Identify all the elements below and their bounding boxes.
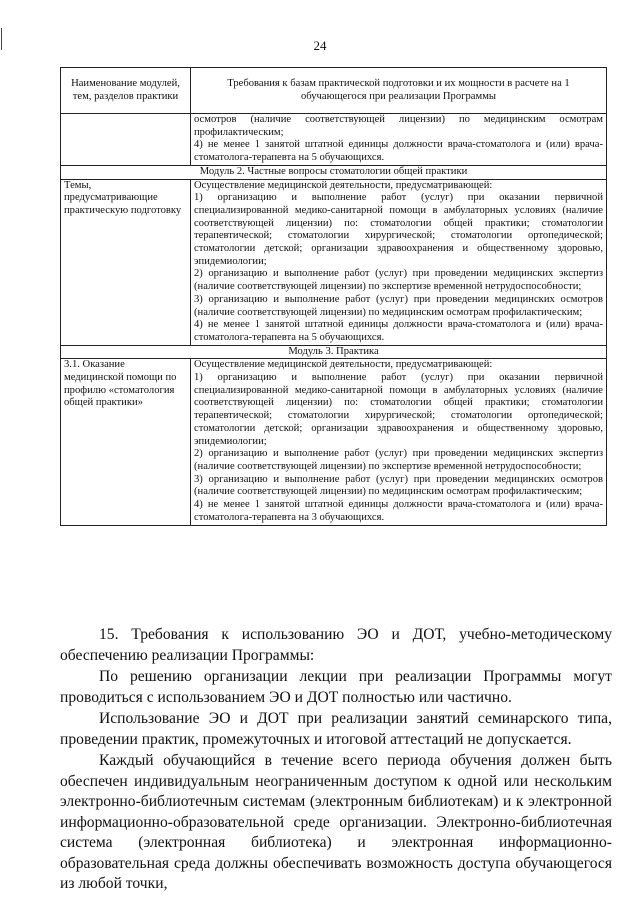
cell-text-line: 1) организацию и выполнение работ (услуг) при оказании первичной специализированной медико-санитарной помощи в амбулаторных условиях (наличие соответствующей лицензии) по: стоматологии общей практики; стоматологии терапевтической; стоматологии хирургической; стоматологии ортопедической; стоматологии детской; организации здравоохранения и общественному здоровью, эпидемиологии; — [194, 372, 603, 447]
module-2-title-row — [61, 165, 607, 179]
cell-text-line: осмотров (наличие соответствующей лицензии) по медицинским осмотрам профилактическим; — [194, 114, 603, 138]
column-header-module-name: Наименование модулей, тем, разделов практики — [61, 68, 191, 114]
cell-text-line: 3) организацию и выполнение работ (услуг) при проведении медицинских осмотров (наличие соответствующей лицензии) по медицинским осмотрам профилактическим; — [194, 293, 603, 318]
page-number: 24 — [313, 38, 327, 53]
paragraph-section-15-title: 15. Требования к использованию ЭО и ДОТ, учебно-методическому обеспечению реализации Программы: — [60, 626, 612, 664]
continuation-name-cell — [61, 114, 191, 166]
cell-text-line: Осуществление медицинской деятельности, предусматривающей: — [194, 359, 493, 371]
module-3-requirements-text — [194, 359, 603, 524]
cell-text-line: Осуществление медицинской деятельности, предусматривающей: — [194, 179, 493, 191]
cell-text-line: 2) организацию и выполнение работ (услуг) при проведении медицинских экспертиз (наличие соответствующей лицензии) по экспертизе временной нетрудоспособности; — [194, 448, 603, 472]
cell-text-line: 4) не менее 1 занятой штатной единицы должности врача-стоматолога и (или) врача-стоматолога-терапевта на 3 обучающихся. — [194, 499, 603, 523]
module-2-name-cell: Темы, предусматривающие практическую подготовку — [61, 179, 191, 345]
practice-base-requirements-table — [60, 67, 607, 526]
cell-text-line: 4) не менее 1 занятой штатной единицы должности врача-стоматолога и (или) врача-стоматолога-терапевта на 5 обучающихся. — [194, 139, 603, 164]
module-3-requirements-cell — [191, 359, 607, 525]
cell-text-line: 3) организацию и выполнение работ (услуг) при проведении медицинских осмотров (наличие соответствующей лицензии) по медицинским осмотрам профилактическим; — [194, 473, 603, 498]
continuation-requirements-cell — [191, 114, 607, 166]
module-3-title-row — [61, 345, 607, 359]
paragraph-seminars-restriction: Использование ЭО и ДОТ при реализации занятий семинарского типа, проведении практик, промежуточных и итоговой аттестаций не допускается. — [60, 710, 612, 748]
cell-text-line: 1) организацию и выполнение работ (услуг) при оказании первичной специализированной медико-санитарной помощи в амбулаторных условиях (наличие соответствующей лицензии) по: стоматологии общей практики; стоматологии терапевтической; стоматологии хирургической; стоматологии ортопедической; стоматологии детской; организации здравоохранения и общественному здоровью, эпидемиологии; — [194, 192, 603, 267]
module-3-name-cell: 3.1. Оказание медицинской помощи по профилю «стоматология общей практики» — [61, 359, 191, 525]
module-2-title: Модуль 2. Частные вопросы стоматологии общей практики — [61, 165, 607, 179]
module-3-title: Модуль 3. Практика — [61, 345, 607, 359]
paragraph-lectures-eo-dot: По решению организации лекции при реализации Программы могут проводиться с использованием ЭО и ДОТ полностью или частично. — [60, 668, 612, 706]
table-row-module-3 — [61, 359, 607, 525]
table-header-row — [61, 68, 607, 114]
continuation-text — [194, 114, 603, 165]
body-text — [60, 625, 612, 895]
module-2-requirements-cell — [191, 179, 607, 345]
paragraph-library-access: Каждый обучающийся в течение всего периода обучения должен быть обеспечен индивидуальным неограниченным доступом к одной или нескольким электронно-библиотечным системам (электронным библиотекам) и к электронной информационно-образовательной среде организации. Электронно-библиотечная система (электронная библиотека) и электронная информационно-образовательная среда должны обеспечивать возможность доступа обучающегося из любой точки, — [60, 752, 612, 892]
table-row-module-2 — [61, 179, 607, 345]
cell-text-line: 2) организацию и выполнение работ (услуг) при проведении медицинских экспертиз (наличие соответствующей лицензии) по экспертизе временной нетрудоспособности; — [194, 268, 603, 293]
module-2-requirements-text — [194, 180, 603, 345]
cell-text-line: 4) не менее 1 занятой штатной единицы должности врача-стоматолога и (или) врача-стоматолога-терапевта на 5 обучающихся. — [194, 319, 603, 343]
table-row-continuation — [61, 114, 607, 166]
column-header-requirements: Требования к базам практической подготовки и их мощности в расчете на 1 обучающегося при реализации Программы — [191, 68, 607, 114]
